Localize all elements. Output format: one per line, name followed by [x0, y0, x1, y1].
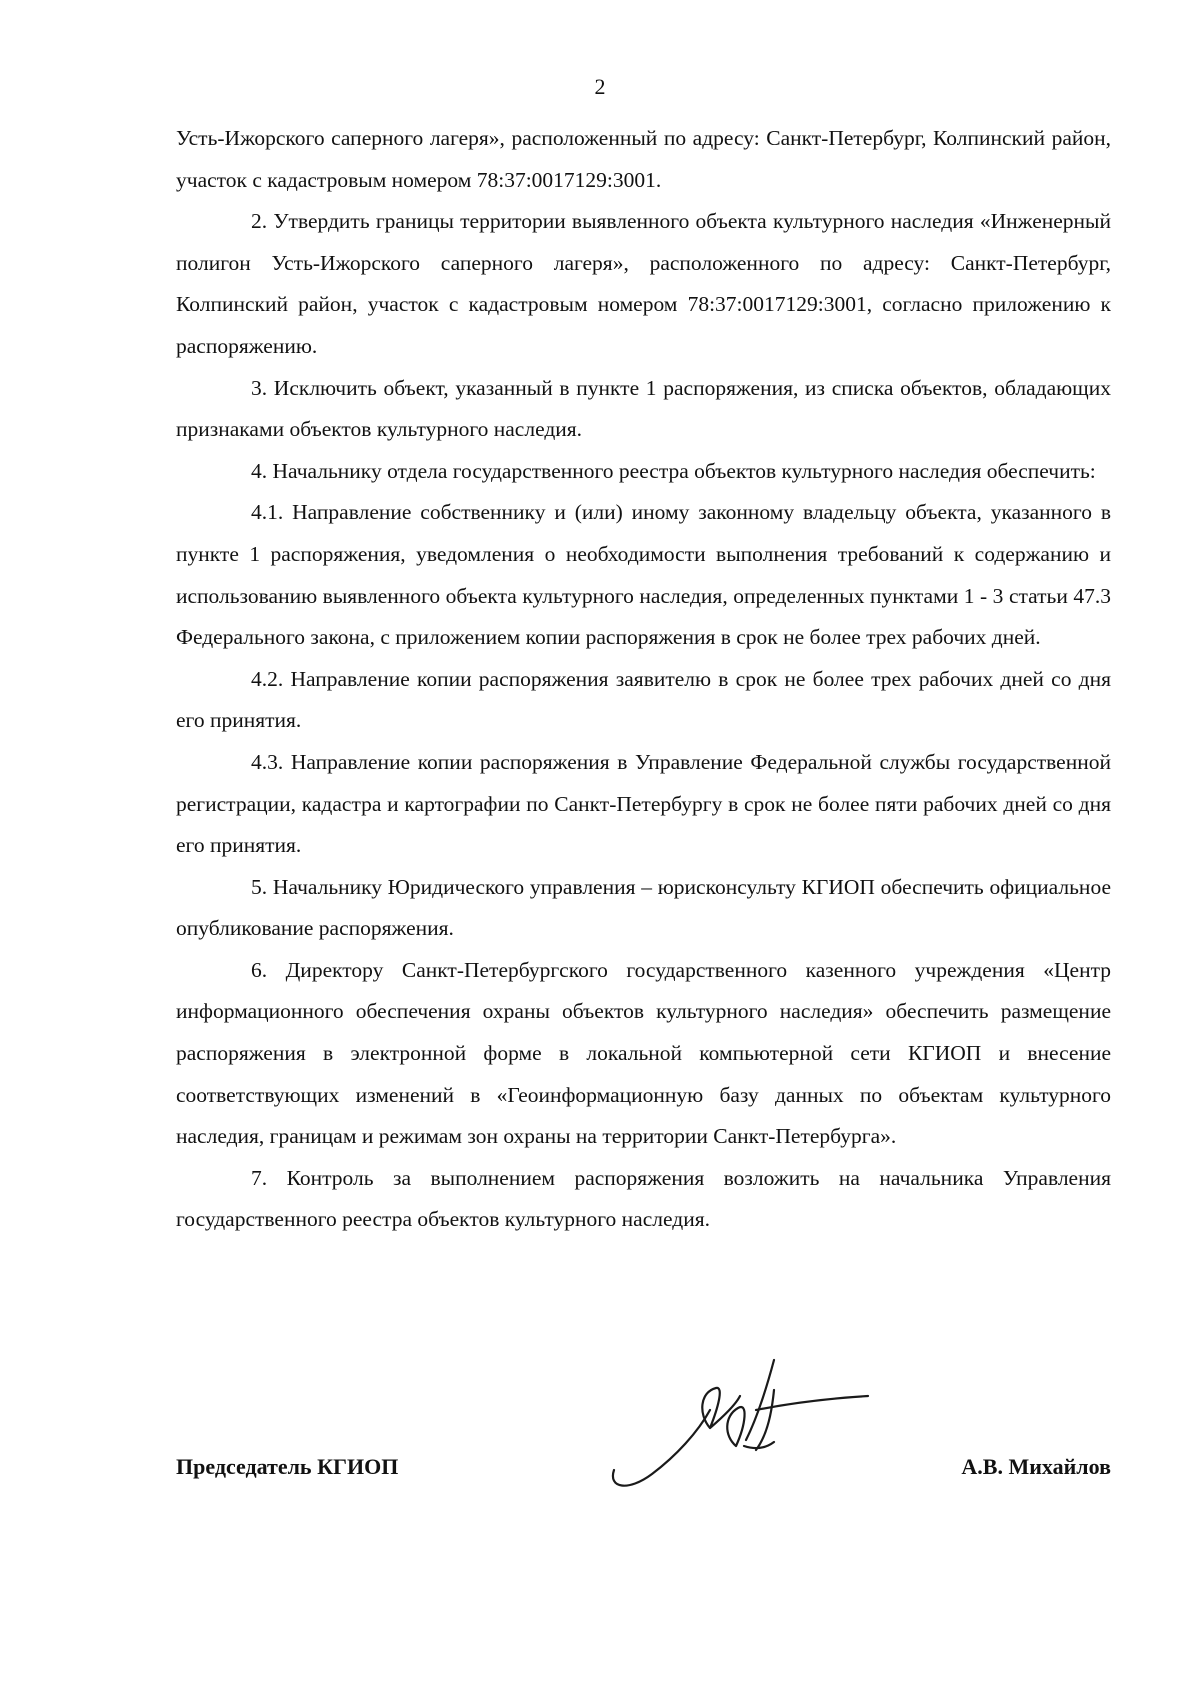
document-body	[176, 118, 1111, 1241]
page-number: 2	[594, 74, 606, 99]
paragraph-item-7: 7. Контроль за выполнением распоряжения возложить на начальника Управления государственного реестра объектов культурного наследия.	[176, 1165, 1111, 1232]
paragraph-item-3: 3. Исключить объект, указанный в пункте 1 распоряжения, из списка объектов, обладающих признаками объектов культурного наследия.	[176, 375, 1111, 442]
paragraph-item-4: 4. Начальнику отдела государственного реестра объектов культурного наследия обеспечить:	[251, 458, 1096, 483]
signature-block	[176, 1440, 1111, 1500]
paragraph-continuation: Усть-Ижорского саперного лагеря», расположенный по адресу: Санкт-Петербург, Колпинский район, участок с кадастровым номером 78:37:0017129:3001.	[176, 126, 1111, 192]
signatory-name: А.В. Михайлов	[961, 1454, 1111, 1479]
paragraph-item-2: 2. Утвердить границы территории выявленного объекта культурного наследия «Инженерный полигон Усть-Ижорского саперного лагеря», расположенного по адресу: Санкт-Петербург, Колпинский район, участок с кадастровым номером 78:37:0017129:3001, согласно приложению к распоряжению.	[176, 209, 1111, 358]
paragraph-item-4-1: 4.1. Направление собственнику и (или) иному законному владельцу объекта, указанного в пункте 1 распоряжения, уведомления о необходимости выполнения требований к содержанию и использованию выявленного объекта культурного наследия, определенных пунктами 1 - 3 статьи 47.3 Федерального закона, с приложением копии распоряжения в срок не более трех рабочих дней.	[176, 500, 1111, 650]
paragraph-item-5: 5. Начальнику Юридического управления – юрисконсульту КГИОП обеспечить официальное опубликование распоряжения.	[176, 874, 1111, 941]
handwritten-signature	[606, 1350, 876, 1490]
signatory-title: Председатель КГИОП	[176, 1454, 399, 1479]
paragraph-item-6: 6. Директору Санкт-Петербургского государственного казенного учреждения «Центр информационного обеспечения охраны объектов культурного наследия» обеспечить размещение распоряжения в электронной форме в локальной компьютерной сети КГИОП и внесение соответствующих изменений в «Геоинформационную базу данных по объектам культурного наследия, границам и режимам зон охраны на территории Санкт-Петербурга».	[176, 957, 1111, 1149]
paragraph-item-4-2: 4.2. Направление копии распоряжения заявителю в срок не более трех рабочих дней со дня его принятия.	[176, 666, 1111, 733]
paragraph-item-4-3: 4.3. Направление копии распоряжения в Управление Федеральной службы государственной регистрации, кадастра и картографии по Санкт-Петербургу в срок не более пяти рабочих дней со дня его принятия.	[176, 749, 1111, 858]
